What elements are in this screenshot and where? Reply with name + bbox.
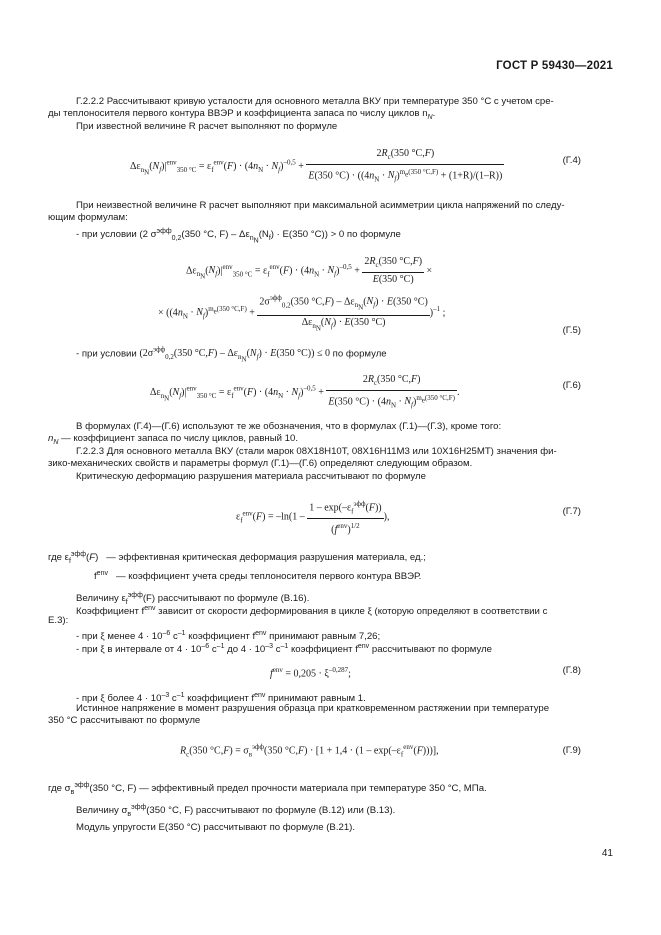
paragraph-g222-line2: ды теплоносителя первого контура ВВЭР и коэффициента запаса по числу циклов $n_N$. [48, 108, 436, 121]
formula-g6: $\Delta\varepsilon_{n_N}(N_f)|^{env}_{350 ^\circ C} = \varepsilon_f^{env}(F) \cdot (4n_N \cdot N_f)^{-0,5}$ + $\frac{2R_c(350 ^\circ C,F)}{E(350 ^\circ C) \cdot (4n_N \cdot N_f)^{m_e(350 ^\circ C,F)}}$ . [150, 374, 460, 410]
page-number: 41 [601, 848, 613, 859]
nn-symbol: n [48, 433, 54, 444]
paragraph-unknown-r-line2: ющим формулам: [48, 212, 128, 223]
paragraph-sigma-v-ref-a: Величину σ [76, 805, 128, 817]
formula-g5-line1: $\Delta\varepsilon_{n_N}(N_f)|^{env}_{350 ^\circ C} = \varepsilon_f^{env}(F) \cdot (4n_N \cdot N_f)^{-0,5}$ + $\frac{2R_c(350 ^\circ C,F)}{E(350 ^\circ C)}$ × [186, 256, 433, 285]
equation-number-g7: (Г.7) [562, 506, 581, 517]
bullet-xi-more-d: принимают равным 1. [265, 693, 366, 705]
condition-2-part-b: по формуле [332, 348, 387, 360]
bullet-xi-more: - при ξ более $4 \cdot 10^{-3}$ $с^{-1}$ коэффициент $f^{env}$ принимают равным 1. [76, 692, 366, 705]
bullet-xi-less-b: с [170, 631, 178, 643]
paragraph-fenv-line2: Е.3): [48, 615, 69, 626]
bullet-xi-range-b: с [209, 644, 217, 656]
formula-g8: $f^{env} = 0,205 \cdot \xi^{-0,287}$; [270, 666, 351, 680]
equation-number-g4: (Г.4) [562, 155, 581, 166]
formula-g4: $\Delta\varepsilon_{n_N}(N_f)|^{env}_{350 ^\circ C} = \varepsilon_f^{env}(F) \cdot (4n_N \cdot N_f)^{-0,5}$ + $\frac{2R_c(350 ^\circ C,F)}{E(350 ^\circ C) \cdot ((4n_N \cdot N_f)^{m_e(350 ^\circ C,F)} + (1+R)/(1-R))}$ [130, 148, 503, 184]
definition-sigma-v-b: (350 °С, F) — эффективный предел прочности материала при температуре 350 °С, МПа. [89, 783, 487, 795]
paragraph-g223-line1: Г.2.2.3 Для основного металла ВКУ (стали марок 08Х18Н10Т, 08Х16Н11М3 или 10Х16Н25МТ) значения фи- [76, 446, 557, 457]
definition-f-env: $f^{env}$ — коэффициент учета среды теплоносителя первого контура ВВЭР. [94, 570, 422, 583]
definition-eps-eff-desc: — эффективная критическая деформация разрушения материала, ед.; [106, 552, 426, 564]
paragraph-fenv-line1-a: Коэффициент f [76, 606, 145, 618]
bullet-xi-range-d: с [273, 644, 281, 656]
bullet-xi-range-f: рассчитывают по формуле [369, 644, 493, 656]
condition-1-part-a: - при условии (2 σ [76, 229, 157, 241]
paragraph-notation-line2: $n_N$ — коэффициент запаса по числу циклов, равный 10. [48, 433, 298, 446]
paragraph-true-stress-line2: 350 °С рассчитывают по формуле [48, 715, 201, 726]
nn-subscript: N [427, 113, 433, 121]
paragraph-fenv-line1-b: зависит от скорости деформирования в цикле ξ (которую определяют в соответствии с [155, 606, 548, 618]
formula-g7: $\varepsilon_f^{env}(F) = -\ln(1$ – $\frac{1 - \exp(-\varepsilon_f^{эфф}(F))}{(f^{env})^{1/2}}$ ), [236, 500, 390, 536]
definition-sigma-v: где $\sigma_в^{эфф}(350$ °С, F) — эффективный предел прочности материала при температуре 350 °С, МПа. [48, 782, 487, 797]
paragraph-unknown-r-line1: При неизвестной величине R расчет выполняют при максимальной асимметрии цикла напряжений по следу- [76, 200, 565, 211]
bullet-xi-range-e: коэффициент f [288, 644, 358, 656]
condition-1-part-d: ) · E(350 °С)) > 0 по формуле [270, 229, 401, 241]
condition-2: - при условии ($2\sigma^{эфф}_{0,2}(350$ $^\circ C,F) - \Delta\varepsilon_{n_N}(N_f) \cdot E(350$ °C)) ≤ 0 по формуле [76, 346, 387, 364]
bullet-xi-less-a: - при ξ менее 4 · 10 [76, 631, 163, 643]
formula-g9: $R_c(350$ $^\circ C,F) = \sigma_в^{эфф}(350$ $^\circ C,F) \cdot [1 + 1,4 \cdot (1 - \exp(-\varepsilon_f^{env}(F)))]$, [180, 743, 439, 759]
condition-1-part-b: (350 °С, F) – Δε [181, 229, 250, 241]
bullet-xi-more-a: - при ξ более 4 · 10 [76, 693, 162, 705]
paragraph-sigma-v-ref: Величину $\sigma_в^{эфф}(350$ °С, F) рассчитывают по формуле (В.12) или (В.13). [76, 804, 396, 819]
condition-1-part-c: (N [258, 229, 269, 241]
bullet-xi-range-c: до 4 · 10 [224, 644, 266, 656]
paragraph-known-r: При известной величине R расчет выполняют по формуле [76, 121, 338, 132]
paragraph-notation-line2-text: — коэффициент запаса по числу циклов, равный 10. [58, 433, 298, 444]
bullet-xi-range-a: - при ξ в интервале от 4 · 10 [76, 644, 202, 656]
paragraph-true-stress-line1: Истинное напряжение в момент разрушения образца при кратковременном растяжении при температуре [76, 703, 550, 714]
document-code-header: ГОСТ Р 59430—2021 [496, 60, 613, 72]
equation-number-g6: (Г.6) [562, 380, 581, 391]
paragraph-g222-line2-text: ды теплоносителя первого контура ВВЭР и коэффициента запаса по числу циклов n [48, 108, 428, 119]
definition-eps-eff: где $\varepsilon_f^{эфф}(F)$ — эффективная критическая деформация разрушения материала, ед.; [48, 551, 426, 566]
bullet-xi-less-c: коэффициент f [185, 631, 256, 643]
paragraph-sigma-v-ref-b: (350 °С, F) рассчитывают по формуле (В.12) или (В.13). [146, 805, 396, 817]
equation-number-g9: (Г.9) [562, 745, 581, 756]
paragraph-fenv-line1: Коэффициент $f^{env}$ зависит от скорости деформирования в цикле ξ (которую определяют в соответствии с [76, 605, 548, 618]
equation-number-g5: (Г.5) [562, 325, 581, 336]
bullet-xi-more-b: с [169, 693, 177, 705]
paragraph-eps-eff-ref-b: (F) рассчитывают по формуле (В.16). [142, 593, 310, 605]
definition-f-env-term: f [94, 571, 97, 583]
bullet-xi-range: - при ξ в интервале от $4 \cdot 10^{-6}$ $с^{-1}$ до $4 \cdot 10^{-3}$ $с^{-1}$ коэффициент $f^{env}$ рассчитывают по формуле [76, 643, 493, 656]
paragraph-elastic-modulus: Модуль упругости E(350 °С) рассчитывают по формуле (В.21). [76, 822, 356, 833]
paragraph-eps-eff-ref: Величину $\varepsilon_f^{эфф}(F)$ рассчитывают по формуле (В.16). [76, 592, 310, 607]
formula-g5-line2: × ($(4n_N \cdot N_f)^{m_e(350 ^\circ C,F)}$ + $\frac{2\sigma^{эфф}_{0,2}(350 ^\circ C,F) - \Delta\varepsilon_{n_N}(N_f) \cdot E(350 ^\circ C)}{\Delta\varepsilon_{n_N}(N_f) \cdot E(350 ^\circ C)}$ )$^{-1}$ ; [158, 294, 446, 333]
bullet-xi-less-d: принимают равным 7,26; [266, 631, 381, 643]
condition-2-part-a: - при условии [76, 348, 137, 360]
definition-sigma-v-a: где σ [48, 783, 71, 795]
bullet-xi-less: - при ξ менее $4 \cdot 10^{-6}$ $с^{-1}$ коэффициент $f^{env}$ принимают равным 7,26; [76, 630, 381, 643]
paragraph-g223-line2: зико-механических свойств и параметры формул (Г.1)—(Г.6) определяют следующим образом. [48, 458, 473, 469]
paragraph-critical-strain: Критическую деформацию разрушения материала рассчитывают по формуле [76, 471, 426, 482]
definition-f-env-desc: — коэффициент учета среды теплоносителя первого контура ВВЭР. [115, 571, 422, 583]
definition-eps-eff-term: где ε [48, 552, 69, 564]
condition-1: - при условии (2 $\sigma^{эфф}_{0,2}(350$ °С, $F) - \Delta\varepsilon_{n_N}(N_f) \cdot E(350$ °С)) > 0 по формуле [76, 228, 401, 245]
paragraph-g222-line1: Г.2.2.2 Рассчитывают кривую усталости для основного металла ВКУ при температуре 350 °С с учетом сре- [76, 96, 554, 107]
bullet-xi-more-c: коэффициент f [184, 693, 255, 705]
paragraph-eps-eff-ref-a: Величину ε [76, 593, 126, 605]
paragraph-notation-line1: В формулах (Г.4)—(Г.6) используют те же обозначения, что в формулах (Г.1)—(Г.3), кроме того: [76, 421, 502, 432]
equation-number-g8: (Г.8) [562, 665, 581, 676]
